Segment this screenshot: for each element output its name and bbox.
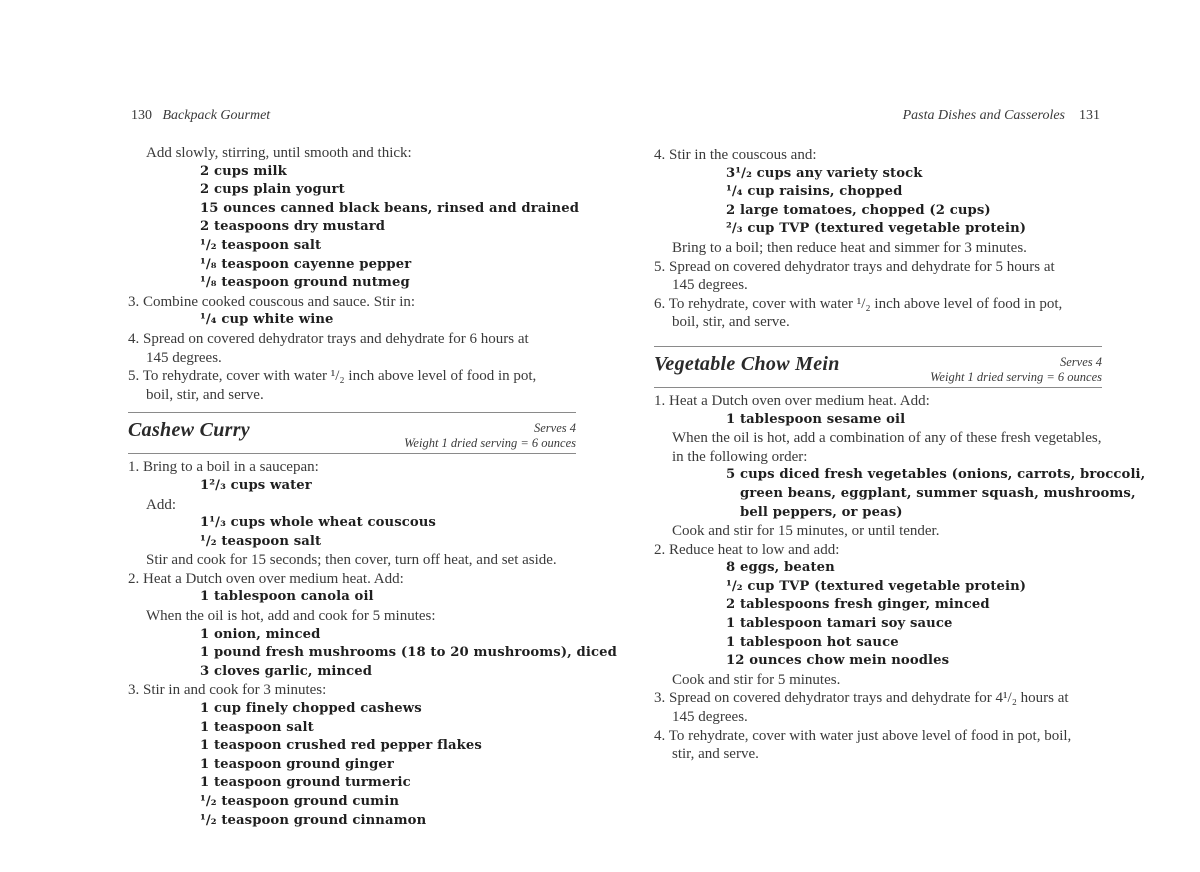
continuation-line: 145 degrees.: [672, 709, 748, 726]
ingredient-line: 1 teaspoon crushed red pepper flakes: [200, 738, 482, 754]
ingredient-line: ¹/₂ teaspoon salt: [200, 533, 322, 549]
title-underline: [654, 387, 1102, 388]
serves-label: Serves 4: [1060, 354, 1102, 369]
ingredient-line: 1 tablespoon sesame oil: [726, 411, 906, 427]
ingredient-line: 1 tablespoon canola oil: [200, 589, 374, 605]
ingredient-line: 15 ounces canned black beans, rinsed and drained: [200, 200, 580, 216]
serving-info: [930, 355, 1102, 385]
ingredient-line: 1 teaspoon ground turmeric: [200, 775, 411, 791]
continuation-line: 145 degrees.: [672, 277, 748, 294]
ingredient-line: 1 pound fresh mushrooms (18 to 20 mushrooms), diced: [200, 645, 617, 661]
ingredient-line: ¹/₄ cup raisins, chopped: [726, 184, 903, 200]
step-line: 5. Spread on covered dehydrator trays and dehydrate for 5 hours at: [654, 258, 1055, 275]
continuation-line: boil, stir, and serve.: [672, 314, 790, 331]
step-line: 3. Spread on covered dehydrator trays and dehydrate for 4¹/₂ hours at: [654, 690, 1069, 707]
recipe-header: [128, 419, 576, 453]
step-line: 4. To rehydrate, cover with water just above level of food in pot, boil,: [654, 727, 1072, 744]
ingredient-line: 2 teaspoons dry mustard: [200, 219, 386, 235]
ingredient-line: ¹/₈ teaspoon cayenne pepper: [200, 256, 412, 272]
ingredient-line: 2 cups plain yogurt: [200, 182, 345, 198]
ingredient-line: 1 teaspoon salt: [200, 719, 314, 735]
ingredient-line: 2 tablespoons fresh ginger, minced: [726, 597, 990, 613]
continuation-line: boil, stir, and serve.: [146, 386, 264, 403]
ingredient-line: 5 cups diced fresh vegetables (onions, carrots, broccoli,: [726, 467, 1146, 483]
instruction-line: Cook and stir for 15 minutes, or until tender.: [672, 523, 940, 540]
ingredient-line: ¹/₂ teaspoon ground cumin: [200, 794, 400, 809]
right-column: [654, 146, 1146, 764]
instruction-line: Cook and stir for 5 minutes.: [672, 671, 841, 688]
ingredient-line: 1 tablespoon tamari soy sauce: [726, 616, 953, 632]
right-running-head: [903, 108, 1100, 124]
instruction-line: Add slowly, stirring, until smooth and thick:: [146, 145, 412, 161]
ingredient-line: 1¹/₃ cups whole wheat couscous: [200, 515, 436, 531]
step-line: 1. Bring to a boil in a saucepan:: [128, 459, 319, 476]
ingredient-line: 12 ounces chow mein noodles: [726, 653, 950, 669]
step-line: 2. Heat a Dutch oven over medium heat. Add:: [128, 570, 404, 587]
ingredient-line: 1 tablespoon hot sauce: [726, 634, 899, 650]
recipe-title: Cashew Curry: [128, 419, 250, 442]
title-underline: [128, 453, 576, 454]
step-line: 1. Heat a Dutch oven over medium heat. Add:: [654, 392, 930, 409]
ingredient-line: 3 cloves garlic, minced: [200, 663, 373, 679]
running-title: Backpack Gourmet: [162, 108, 271, 123]
instruction-line: in the following order:: [672, 448, 808, 465]
recipe-steps: [654, 392, 1146, 764]
step-line: 4. Spread on covered dehydrator trays and dehydrate for 6 hours at: [128, 330, 529, 347]
left-continued-steps: [128, 144, 580, 404]
ingredient-line: ¹/₂ cup TVP (textured vegetable protein): [726, 578, 1027, 594]
ingredient-line: ¹/₄ cup white wine: [200, 312, 334, 328]
ingredient-line: 8 eggs, beaten: [726, 560, 835, 576]
recipe-steps: [128, 458, 617, 830]
weight-label: Weight 1 dried serving = 6 ounces: [930, 369, 1102, 384]
instruction-line: Bring to a boil; then reduce heat and simmer for 3 minutes.: [672, 239, 1027, 256]
step-line: 3. Stir in and cook for 3 minutes:: [128, 682, 327, 699]
continuation-line: 145 degrees.: [146, 349, 222, 366]
ingredient-line: 2 large tomatoes, chopped (2 cups): [726, 202, 991, 218]
step-line: 5. To rehydrate, cover with water ¹/₂ inch above level of food in pot,: [128, 368, 537, 385]
ingredient-line: ¹/₂ teaspoon salt: [200, 237, 322, 253]
step-line: 6. To rehydrate, cover with water ¹/₂ inch above level of food in pot,: [654, 295, 1063, 312]
right-continued-steps: [654, 146, 1102, 332]
ingredient-line: 2 cups milk: [200, 163, 287, 179]
recipe-header: [654, 353, 1102, 387]
left-running-head: [131, 108, 270, 124]
left-column: [128, 144, 617, 830]
page-number: 130: [131, 108, 152, 123]
serving-info: [404, 421, 576, 451]
instruction-line: Stir and cook for 15 seconds; then cover, turn off heat, and set aside.: [146, 552, 557, 569]
section-divider: [128, 412, 576, 413]
step-line: 2. Reduce heat to low and add:: [654, 541, 840, 558]
recipe-title: Vegetable Chow Mein: [654, 352, 840, 375]
ingredient-line: ¹/₈ teaspoon ground nutmeg: [200, 275, 410, 291]
ingredient-line: 3¹/₂ cups any variety stock: [726, 165, 923, 181]
serves-label: Serves 4: [534, 421, 576, 436]
step-line: 3. Combine cooked couscous and sauce. Stir in:: [128, 293, 416, 310]
ingredient-line: ¹/₂ teaspoon ground cinnamon: [200, 812, 427, 828]
section-divider: [654, 346, 1102, 347]
step-line: 4. Stir in the couscous and:: [654, 147, 817, 163]
ingredient-line: 1 teaspoon ground ginger: [200, 756, 394, 772]
ingredient-continuation: bell peppers, or peas): [740, 504, 903, 520]
running-title: Pasta Dishes and Casseroles: [902, 108, 1065, 123]
ingredient-line: ²/₃ cup TVP (textured vegetable protein): [726, 221, 1027, 237]
instruction-line: When the oil is hot, add a combination of any of these fresh vegetables,: [672, 430, 1102, 447]
instruction-line: Add:: [146, 496, 176, 513]
ingredient-line: 1²/₃ cups water: [200, 477, 312, 493]
instruction-line: When the oil is hot, add and cook for 5 minutes:: [146, 608, 436, 625]
ingredient-line: 1 cup finely chopped cashews: [200, 701, 422, 717]
right-page: [600, 0, 1200, 872]
page-number: 131: [1079, 108, 1100, 123]
ingredient-continuation: green beans, eggplant, summer squash, mushrooms,: [740, 485, 1136, 501]
weight-label: Weight 1 dried serving = 6 ounces: [404, 436, 576, 451]
ingredient-line: 1 onion, minced: [200, 626, 321, 642]
continuation-line: stir, and serve.: [672, 746, 759, 763]
